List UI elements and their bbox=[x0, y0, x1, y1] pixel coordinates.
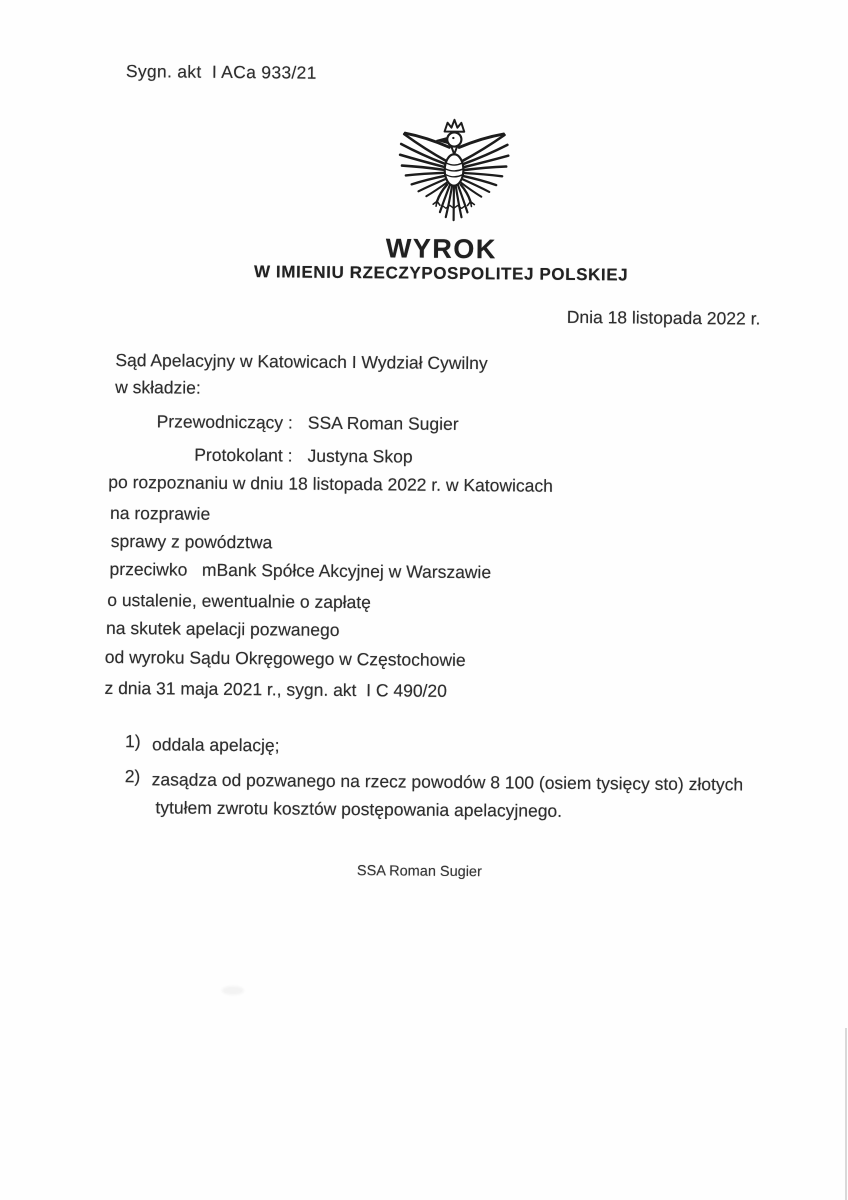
recital-appeal: na skutek apelacji pozwanego bbox=[105, 617, 340, 640]
judgment-subtitle: W IMIENIU RZECZYPOSPOLITEJ POLSKIEJ bbox=[253, 262, 629, 285]
panel-intro: w składzie: bbox=[115, 376, 201, 398]
court-name: Sąd Apelacyjny w Katowicach I Wydział Cywilny bbox=[115, 349, 488, 374]
recital-subject: o ustalenie, ewentualnie o zapłatę bbox=[107, 589, 372, 613]
recital-trial: na rozprawie bbox=[109, 502, 211, 524]
case-number: Sygn. akt I ACa 933/21 bbox=[125, 61, 317, 83]
ruling-item-1 bbox=[125, 731, 280, 759]
recital-lower-case: z dnia 31 maja 2021 r., sygn. akt I C 490/20 bbox=[104, 677, 448, 701]
ruling-1-number: 1) bbox=[124, 731, 141, 752]
clerk-value: Justyna Skop bbox=[307, 445, 413, 467]
judgment-date: Dnia 18 listopada 2022 r. bbox=[566, 306, 761, 329]
polish-eagle-emblem-icon bbox=[395, 116, 514, 229]
judge-signature: SSA Roman Sugier bbox=[356, 863, 482, 881]
judgment-title: WYROK bbox=[385, 233, 497, 265]
recital-claim: sprawy z powództwa bbox=[110, 530, 273, 553]
ruling-item-2 bbox=[124, 766, 743, 826]
ruling-1-text: oddala apelację; bbox=[151, 734, 280, 756]
recital-lower-court: od wyroku Sądu Okręgowego w Częstochowie bbox=[104, 646, 466, 671]
recital-defendant: przeciwko mBank Spółce Akcyjnej w Warszawie bbox=[109, 558, 492, 583]
ruling-2-text bbox=[151, 766, 743, 826]
ruling-2-line2: tytułem zwrotu kosztów postępowania apelacyjnego. bbox=[155, 797, 563, 821]
ruling-2-line1: zasądza od pozwanego na rzecz powodów 8 100 (osiem tysięcy sto) złotych bbox=[151, 769, 744, 795]
panel-row-clerk bbox=[110, 444, 412, 468]
presiding-value: SSA Roman Sugier bbox=[307, 412, 459, 434]
panel-row-presiding bbox=[111, 411, 459, 435]
presiding-label: Przewodniczący : bbox=[156, 411, 293, 433]
scan-edge-artifact bbox=[845, 1028, 847, 1200]
recital-hearing: po rozpoznaniu w dniu 18 listopada 2022 r. w Katowicach bbox=[108, 471, 553, 496]
scan-smudge-artifact bbox=[222, 986, 244, 995]
ruling-2-number: 2) bbox=[124, 766, 141, 787]
clerk-label: Protokolant : bbox=[194, 444, 293, 466]
